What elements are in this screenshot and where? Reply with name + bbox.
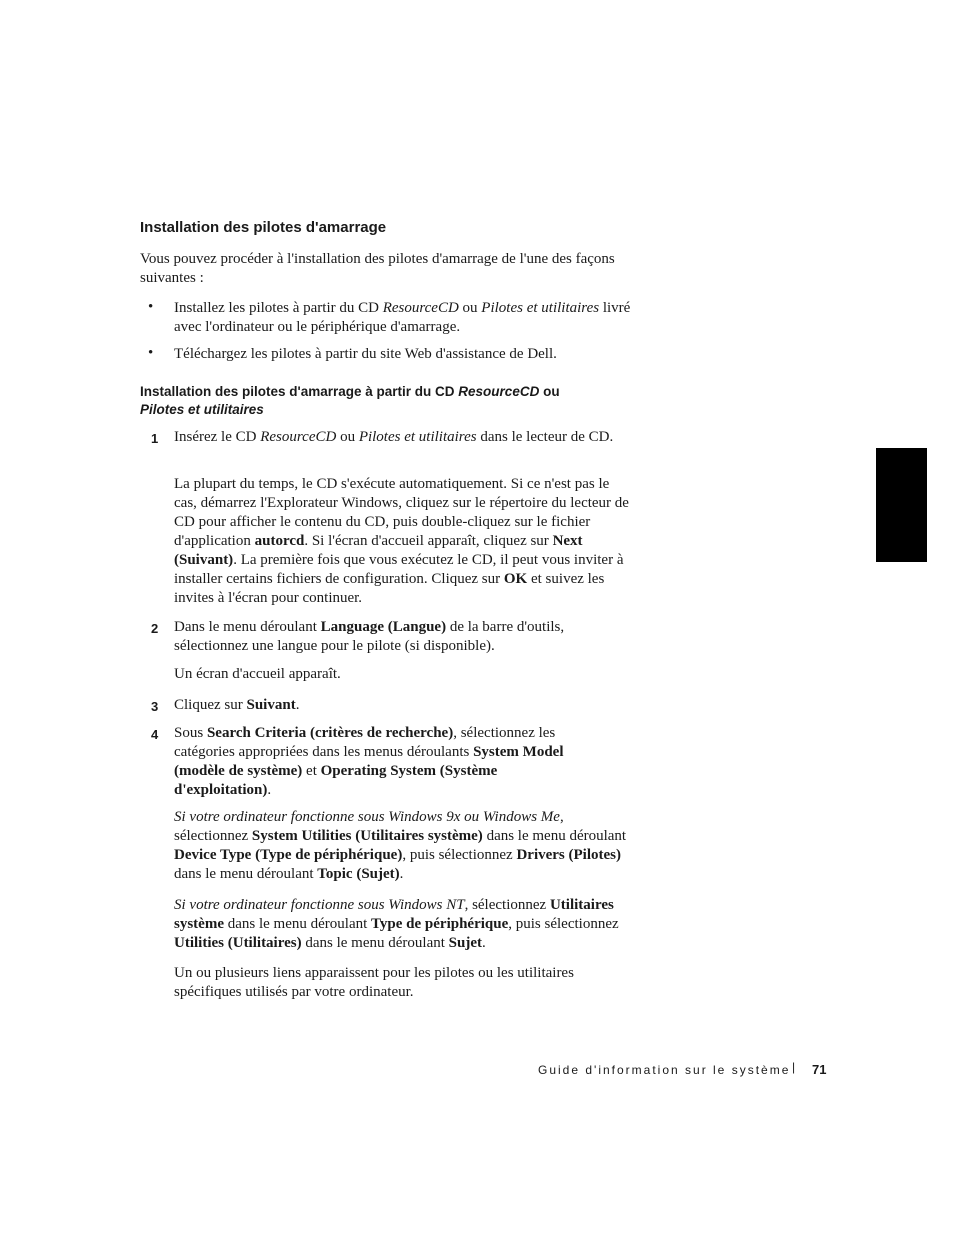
- step-4-detail-winnt: Si votre ordinateur fonctionne sous Windows NT, sélectionnez Utilitaires système dans le menu déroulant Type de périphérique, puis sélectionnez Utilities (Utilitaires) dans le menu déroulant Sujet.: [174, 897, 619, 951]
- page-number: 71: [812, 1062, 827, 1077]
- bullet-item-1: Installez les pilotes à partir du CD ResourceCD ou Pilotes et utilitaires livré avec l'ordinateur ou le périphérique d'amarrage.: [174, 300, 631, 335]
- step-4-result: Un ou plusieurs liens apparaissent pour les pilotes ou les utilitaires spécifiques utilisés par votre ordinateur.: [174, 965, 574, 1000]
- step-2-text: Dans le menu déroulant Language (Langue) de la barre d'outils, sélectionnez une langue pour le pilote (si disponible).: [174, 619, 565, 654]
- step-number: 2: [151, 621, 159, 636]
- step-4-detail-win9x: Si votre ordinateur fonctionne sous Windows 9x ou Windows Me, sélectionnez System Utilities (Utilitaires système) dans le menu déroulant Device Type (Type de périphérique), puis sélectionnez Drivers (Pilotes) dans le menu déroulant Topic (Sujet).: [174, 809, 627, 882]
- step-number: 4: [151, 727, 159, 742]
- step-2-detail: Un écran d'accueil apparaît.: [174, 666, 341, 682]
- step-1-detail: La plupart du temps, le CD s'exécute automatiquement. Si ce n'est pas le cas, démarrez l'Explorateur Windows, cliquez sur le répertoire du lecteur de CD pour afficher le contenu du CD, puis double-cliquez sur le fichier d'application autorcd. Si l'écran d'accueil apparaît, cliquez sur Next (Suivant). La première fois que vous exécutez le CD, il peut vous inviter à installer certains fichiers de configuration. Cliquez sur OK et suivez les invites à l'écran pour continuer.: [174, 476, 629, 606]
- bullet-item-2: Téléchargez les pilotes à partir du site Web d'assistance de Dell.: [174, 346, 557, 362]
- step-number: 3: [151, 699, 159, 714]
- step-4-text: Sous Search Criteria (critères de recherche), sélectionnez les catégories appropriées dans les menus déroulants System Model (modèle de système) et Operating System (Système d'exploitation).: [174, 725, 564, 798]
- step-1-text: Insérez le CD ResourceCD ou Pilotes et utilitaires dans le lecteur de CD.: [174, 429, 614, 445]
- step-number: 1: [151, 431, 159, 446]
- step-3-text: Cliquez sur Suivant.: [174, 697, 300, 713]
- footer-title: Guide d'information sur le système: [538, 1063, 791, 1077]
- section-title: Installation des pilotes d'amarrage: [140, 219, 387, 236]
- intro-paragraph: Vous pouvez procéder à l'installation des pilotes d'amarrage de l'une des façons suivantes :: [140, 251, 615, 286]
- bullet-marker: •: [148, 345, 154, 361]
- chapter-thumb-tab: [876, 448, 927, 562]
- bullet-marker: •: [148, 299, 154, 315]
- subsection-title: Installation des pilotes d'amarrage à partir du CD ResourceCD ou Pilotes et utilitaires: [140, 384, 560, 417]
- footer-separator: |: [792, 1060, 798, 1074]
